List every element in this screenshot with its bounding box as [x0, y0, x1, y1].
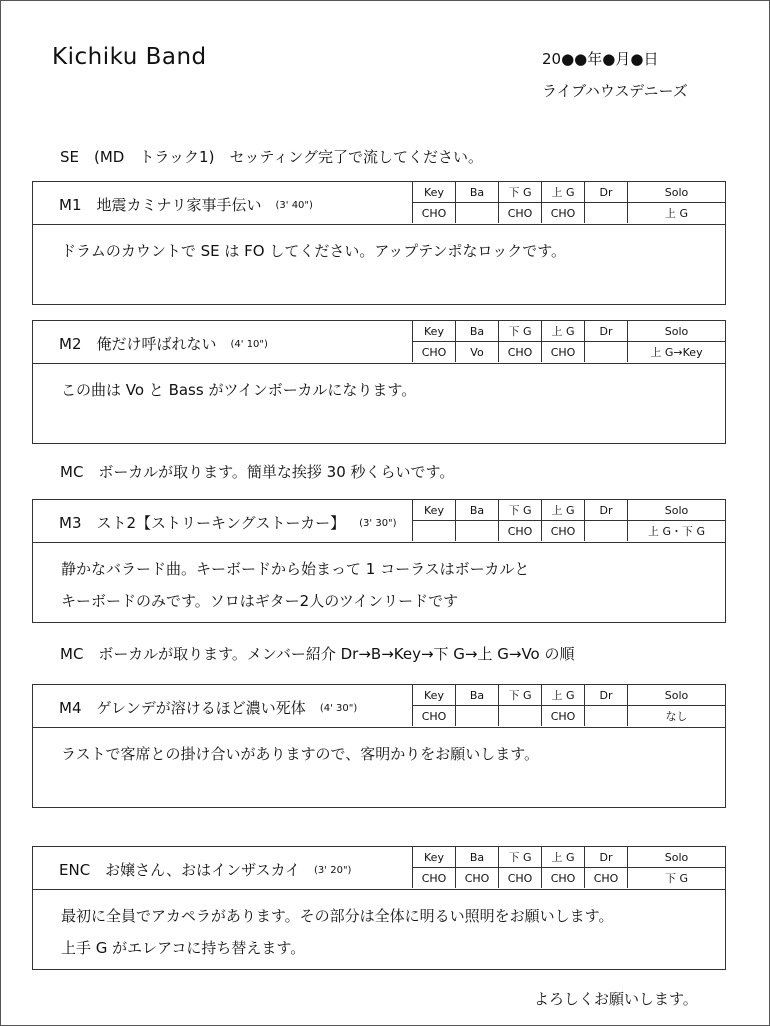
part-value: CHO [542, 868, 585, 889]
part-value: CHO [542, 342, 585, 363]
song-header [33, 321, 725, 364]
part-header: Solo [628, 321, 726, 342]
part-value: CHO [413, 342, 456, 363]
part-header: Key [413, 500, 456, 521]
part-header: 下 G [499, 500, 542, 521]
part-header: Key [413, 685, 456, 706]
part-header: Dr [585, 500, 628, 521]
song-block-m4 [32, 684, 726, 808]
song-notes [33, 364, 725, 406]
song-block-m1 [32, 181, 726, 305]
song-duration: (3' 30") [359, 518, 397, 529]
parts-table [412, 182, 725, 223]
parts-value-row [413, 706, 726, 727]
part-header: 上 G [542, 182, 585, 203]
part-value: CHO [456, 868, 499, 889]
song-title [59, 697, 357, 718]
song-title [59, 333, 268, 354]
part-value: CHO [542, 203, 585, 224]
part-value: CHO [499, 868, 542, 889]
song-note-line: キーボードのみです。ソロはギター2人のツインリードです [61, 592, 459, 610]
part-value: CHO [585, 868, 628, 889]
part-value: なし [628, 706, 726, 727]
part-value [456, 706, 499, 727]
parts-value-row [413, 868, 726, 889]
song-note-line: この曲は Vo と Bass がツインボーカルになります。 [61, 381, 417, 399]
parts-header-row [413, 685, 726, 706]
part-header: 下 G [499, 321, 542, 342]
parts-table [412, 847, 725, 888]
song-header [33, 847, 725, 890]
part-header: Ba [456, 847, 499, 868]
part-header: 上 G [542, 321, 585, 342]
part-value: CHO [413, 868, 456, 889]
part-header: Ba [456, 321, 499, 342]
song-note-line: 静かなバラード曲。キーボードから始まって 1 コーラスはボーカルと [61, 560, 530, 578]
parts-value-row [413, 342, 726, 363]
part-header: Solo [628, 685, 726, 706]
part-value: CHO [413, 706, 456, 727]
part-value: CHO [499, 203, 542, 224]
venue-name: ライブハウスデニーズ [542, 82, 688, 100]
part-header: 上 G [542, 685, 585, 706]
parts-value-row [413, 521, 726, 542]
song-notes [33, 728, 725, 770]
song-block-m3 [32, 499, 726, 623]
part-value [585, 706, 628, 727]
part-header: Ba [456, 182, 499, 203]
band-name: Kichiku Band [52, 44, 207, 70]
part-value [499, 706, 542, 727]
se-note: SE (MD トラック1) セッティング完了で流してください。 [60, 148, 483, 166]
song-title [59, 194, 313, 215]
part-header: Key [413, 321, 456, 342]
part-value: CHO [499, 342, 542, 363]
parts-value-row [413, 203, 726, 224]
part-header: Ba [456, 685, 499, 706]
song-note-line: 上手 G がエレアコに持ち替えます。 [61, 939, 306, 957]
song-title-text: M2 俺だけ呼ばれない [59, 335, 217, 353]
part-header: Dr [585, 685, 628, 706]
part-value: Vo [456, 342, 499, 363]
part-value: 上 G [628, 203, 726, 224]
song-note-line: ラストで客席との掛け合いがありますので、客明かりをお願いします。 [61, 745, 540, 763]
song-duration: (3' 40") [275, 200, 313, 211]
song-title [59, 859, 351, 880]
part-value [585, 342, 628, 363]
part-value: CHO [542, 706, 585, 727]
song-duration: (4' 30") [319, 703, 358, 714]
parts-header-row [413, 500, 726, 521]
song-header [33, 500, 725, 543]
part-header: 上 G [542, 500, 585, 521]
song-notes [33, 890, 725, 964]
part-value: 下 G [628, 868, 726, 889]
song-title [59, 512, 397, 533]
part-header: Dr [585, 182, 628, 203]
part-value: CHO [499, 521, 542, 542]
song-duration: (4' 10") [230, 339, 268, 350]
part-header: Key [413, 847, 456, 868]
part-header: Solo [628, 847, 726, 868]
song-header [33, 182, 725, 225]
part-value: 上 G・下 G [628, 521, 726, 542]
part-header: Solo [628, 500, 726, 521]
part-value [585, 521, 628, 542]
part-value [585, 203, 628, 224]
parts-header-row [413, 182, 726, 203]
song-note-line: 最初に全員でアカペラがあります。その部分は全体に明るい照明をお願いします。 [61, 907, 614, 925]
part-header: 上 G [542, 847, 585, 868]
song-block-enc [32, 846, 726, 970]
parts-table [412, 500, 725, 541]
song-block-m2 [32, 320, 726, 444]
part-value [456, 521, 499, 542]
part-header: Dr [585, 321, 628, 342]
part-value: CHO [413, 203, 456, 224]
parts-table [412, 685, 725, 726]
parts-header-row [413, 321, 726, 342]
song-header [33, 685, 725, 728]
part-value [413, 521, 456, 542]
part-header: 下 G [499, 685, 542, 706]
closing-note: よろしくお願いします。 [534, 990, 698, 1008]
part-value: CHO [542, 521, 585, 542]
mc-note-1: MC ボーカルが取ります。簡単な挨拶 30 秒くらいです。 [60, 463, 455, 481]
song-title-text: M3 スト2【ストリーキングストーカー】 [59, 514, 346, 532]
part-header: 下 G [499, 847, 542, 868]
song-title-text: M1 地震カミナリ家事手伝い [59, 196, 262, 214]
part-header: 下 G [499, 182, 542, 203]
parts-table [412, 321, 725, 362]
part-header: Dr [585, 847, 628, 868]
performance-date: 20●●年●月●日 [542, 50, 659, 68]
song-title-text: M4 ゲレンデが溶けるほど濃い死体 [59, 699, 306, 717]
part-header: Solo [628, 182, 726, 203]
parts-header-row [413, 847, 726, 868]
part-header: Key [413, 182, 456, 203]
part-value: 上 G→Key [628, 342, 726, 363]
song-notes [33, 225, 725, 267]
song-duration: (3' 20") [314, 865, 352, 876]
song-note-line: ドラムのカウントで SE は FO してください。アップテンポなロックです。 [61, 242, 567, 260]
song-title-text: ENC お嬢さん、おはインザスカイ [59, 861, 301, 879]
part-header: Ba [456, 500, 499, 521]
part-value [456, 203, 499, 224]
song-notes [33, 543, 725, 617]
mc-note-2: MC ボーカルが取ります。メンバー紹介 Dr→B→Key→下 G→上 G→Vo の順 [60, 645, 575, 663]
